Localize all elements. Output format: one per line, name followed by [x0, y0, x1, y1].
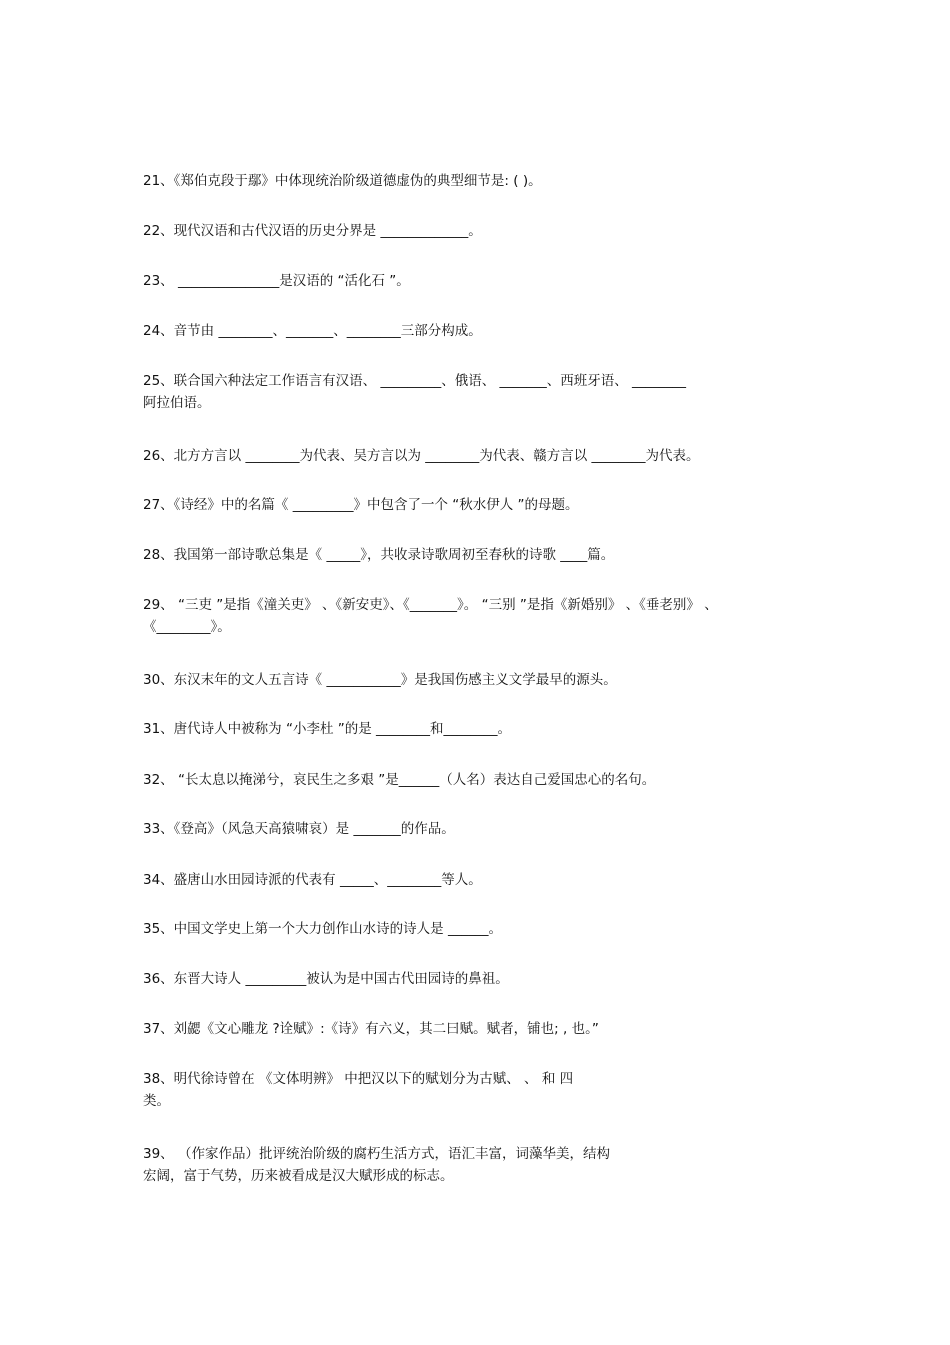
question-text: 37、刘勰《文心雕龙 ?诠赋》:《诗》有六义，其二曰赋。赋者，铺也; , 也。”: [143, 1021, 599, 1037]
question-text: 25、联合国六种法定工作语言有汉语、 _________、俄语、 _______、西班牙语、 ________: [143, 373, 687, 389]
question-32: [143, 769, 811, 791]
question-text-continued: 阿拉伯语。: [143, 395, 211, 411]
question-text: 26、北方方言以 ________为代表、吴方言以为 ________为代表、赣方言以 ________为代表。: [143, 448, 700, 464]
question-text: 33、《登高》（风急天高猿啸哀）是 _______的作品。: [143, 821, 455, 837]
question-text: 28、我国第一部诗歌总集是《 _____》，共收录诗歌周初至春秋的诗歌 ____篇。: [143, 547, 615, 563]
question-text: 35、中国文学史上第一个大力创作山水诗的诗人是 ______。: [143, 921, 502, 937]
question-text: 32、 “长太息以掩涕兮，哀民生之多艰 ”是______（人名）表达自己爱国忠心的名句。: [143, 772, 656, 788]
question-text: 36、东晋大诗人 _________被认为是中国古代田园诗的鼻祖。: [143, 971, 509, 987]
question-text-continued: 类。: [143, 1093, 170, 1109]
question-text: 38、明代徐诗曾在 《文体明辨》 中把汉以下的赋划分为古赋、 、 和 四: [143, 1071, 574, 1087]
question-38: [143, 1068, 811, 1112]
question-29: [143, 594, 811, 638]
question-33: [143, 818, 811, 840]
question-text-continued: 《________》。: [143, 619, 231, 635]
question-text: 30、东汉末年的文人五言诗《 ___________》是我国伤感主义文学最早的源头。: [143, 672, 617, 688]
question-28: [143, 544, 811, 566]
question-text: 22、现代汉语和古代汉语的历史分界是 _____________。: [143, 223, 482, 239]
question-text: 27、《诗经》中的名篇《 _________》中包含了一个 “秋水伊人 ”的母题。: [143, 497, 579, 513]
question-35: [143, 918, 811, 940]
question-39: [143, 1143, 811, 1187]
question-text: 31、唐代诗人中被称为 “小李杜 ”的是 ________和________。: [143, 721, 512, 737]
question-27: [143, 494, 811, 516]
question-text-continued: 宏阔，富于气势，历来被看成是汉大赋形成的标志。: [143, 1168, 454, 1184]
question-26: [143, 445, 811, 467]
question-30: [143, 669, 811, 691]
question-text: 34、盛唐山水田园诗派的代表有 _____、________等人。: [143, 872, 482, 888]
question-text: 29、 “三吏 ”是指《潼关吏》 、《新安吏》、《_______》。 “三别 ”是指《新婚别》 、《垂老别》 、: [143, 597, 718, 613]
question-22: [143, 220, 811, 242]
question-31: [143, 718, 811, 740]
question-25: [143, 370, 811, 414]
question-21: [143, 170, 811, 192]
question-23: [143, 270, 811, 292]
question-text: 23、 _______________是汉语的 “活化石 ”。: [143, 273, 410, 289]
question-text: 24、音节由 ________、_______、________三部分构成。: [143, 323, 482, 339]
question-text: 21、《郑伯克段于鄢》中体现统治阶级道德虚伪的典型细节是: ( )。: [143, 173, 542, 189]
question-37: [143, 1018, 811, 1040]
question-36: [143, 968, 811, 990]
question-text: 39、 （作家作品）批评统治阶级的腐朽生活方式，语汇丰富，词藻华美，结构: [143, 1146, 610, 1162]
question-34: [143, 869, 811, 891]
question-24: [143, 320, 811, 342]
